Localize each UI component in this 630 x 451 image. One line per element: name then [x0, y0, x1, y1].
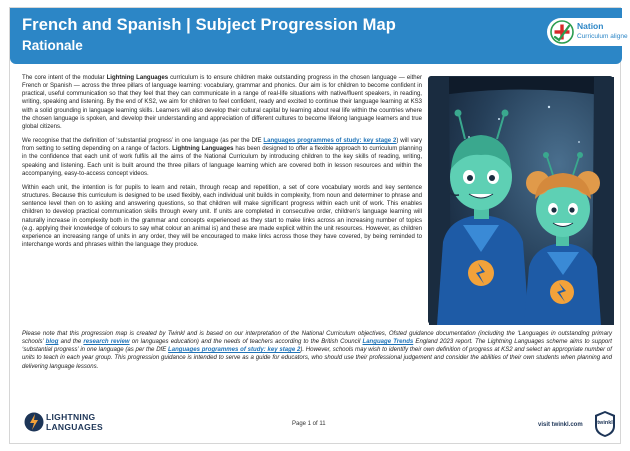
illustration-art: [429, 77, 614, 325]
disclaimer-note: [22, 330, 612, 371]
intro-paragraph: [22, 74, 422, 131]
lightning-languages-logo: [24, 410, 104, 434]
note-text-4: England 2023 report. The Lightning Languages scheme aims to support ‘substantial progress’ in one language (as per the DfE: [22, 339, 612, 354]
page-subtitle: Rationale: [22, 38, 83, 53]
note-text-1: Please note that this progression map is created by Twinkl and is based on our interpretation of the National Curriculum objectives, Ofsted guidance documentation (including the ‘Languages in outstanding primary schools’: [22, 331, 612, 346]
badge-title: Nation: [577, 21, 604, 31]
rationale-body: [22, 74, 422, 255]
para2-text-1: We recognise that the definition of ‘substantial progress’ in one language (as per the DfE: [22, 138, 264, 145]
flexibility-paragraph: [22, 137, 422, 178]
header-banner: [10, 8, 628, 64]
brand-name: Lightning Languages: [172, 146, 234, 153]
national-curriculum-badge: [547, 18, 628, 46]
note-text-3: on languages education) and the needs of teachers according to the British Council: [129, 339, 363, 346]
para2-text-3: has been designed to offer a flexible approach to curriculum planning in the confidence that each unit of work fulfils all the aims of the National Curriculum by introducing children to the key skills of reading, writing, speaking and listening. Each unit is built around the three pillars of language learning which are covered both in lesson resources and within the accompanying, easy-to-access concept videos.: [22, 146, 422, 177]
note-text-2: and the: [58, 339, 84, 346]
brand-name: Lightning Languages: [106, 75, 169, 81]
logo-line-2: LANGUAGES: [46, 422, 104, 432]
programmes-of-study-link[interactable]: Languages programmes of study: key stage 2: [168, 347, 301, 354]
para2-text-2: ) will vary from setting to setting depending on a range of factors.: [22, 138, 422, 153]
twinkl-badge-icon: [593, 410, 617, 438]
progression-map-page: [9, 7, 628, 444]
twinkl-badge-text: twinkl: [597, 420, 613, 426]
research-review-link[interactable]: research review: [83, 339, 130, 346]
logo-line-1: LIGHTNING: [46, 412, 96, 422]
lightning-bolt-icon: [24, 410, 44, 434]
programmes-of-study-link[interactable]: Languages programmes of study: key stage 2: [263, 138, 397, 145]
intro-text-2: curriculum is to ensure children make outstanding progress in the chosen language — either French or Spanish — across the three pillars of language learning: vocabulary, grammar and phonics. Our aim is for children to become confident in practical, useful communication so that they feel that they can communicate in a range of real-life situations with native/fluent speakers, in reading, writing, speaking and listening. By the end of KS2, we aim for children to feel confident, ready and excited to continue their language learning at KS3 with a solid grounding in language learning skills. Learners will also develop their cultural capital by learning about real life within the countries where the chosen language is spoken, and develop their understanding and appreciation of different cultures to become lifelong language learners and true global citizens.: [22, 75, 423, 130]
note-text-5: ). However, schools may wish to identify their own definition of progress at KS2 and select an appropriate number of units to teach in each year group. This progression guidance is intended to serve as a guide for educators, who should use their professional judgement and consider the abilities of their own students when planning and delivering language lessons.: [22, 347, 612, 370]
badge-subtitle: Curriculum aligne: [577, 33, 628, 40]
language-trends-link[interactable]: Language Trends: [362, 339, 414, 346]
intro-text-1: The core intent of the modular: [22, 75, 107, 81]
alien-characters-illustration: [428, 76, 613, 324]
national-curriculum-logo-icon: [550, 20, 574, 44]
blog-link[interactable]: blog: [45, 339, 59, 346]
page-number: Page 1 of 11: [292, 421, 326, 427]
page-title: French and Spanish | Subject Progression Map: [22, 16, 396, 34]
retention-paragraph: Within each unit, the intention is for pupils to learn and retain, through recap and repetition, a set of core vocabulary words and key sentence structures. Because this curriculum is designed to be used flexibly, each individual unit builds in complexity, from noun and determiner to phrase and sentence level then on to asking and answering questions, so that children will make significant progress within each unit of work. This enables children to develop practical communication skills through every unit. If units are completed in consecutive order, children’s language learning will naturally increase in complexity both in the grammar and concepts experienced as they start to make links across an increasing number of topics (e.g. applying their knowledge of colours to say what colour an animal is) and these are made explicit within the unit resources. However, as children experience an increasing range of units in any order, they will be encouraged to make links across those they have covered, by being reminded to interchange words and phrases within the language they produce.: [22, 184, 422, 248]
twinkl-site-link[interactable]: visit twinkl.com: [538, 422, 583, 428]
